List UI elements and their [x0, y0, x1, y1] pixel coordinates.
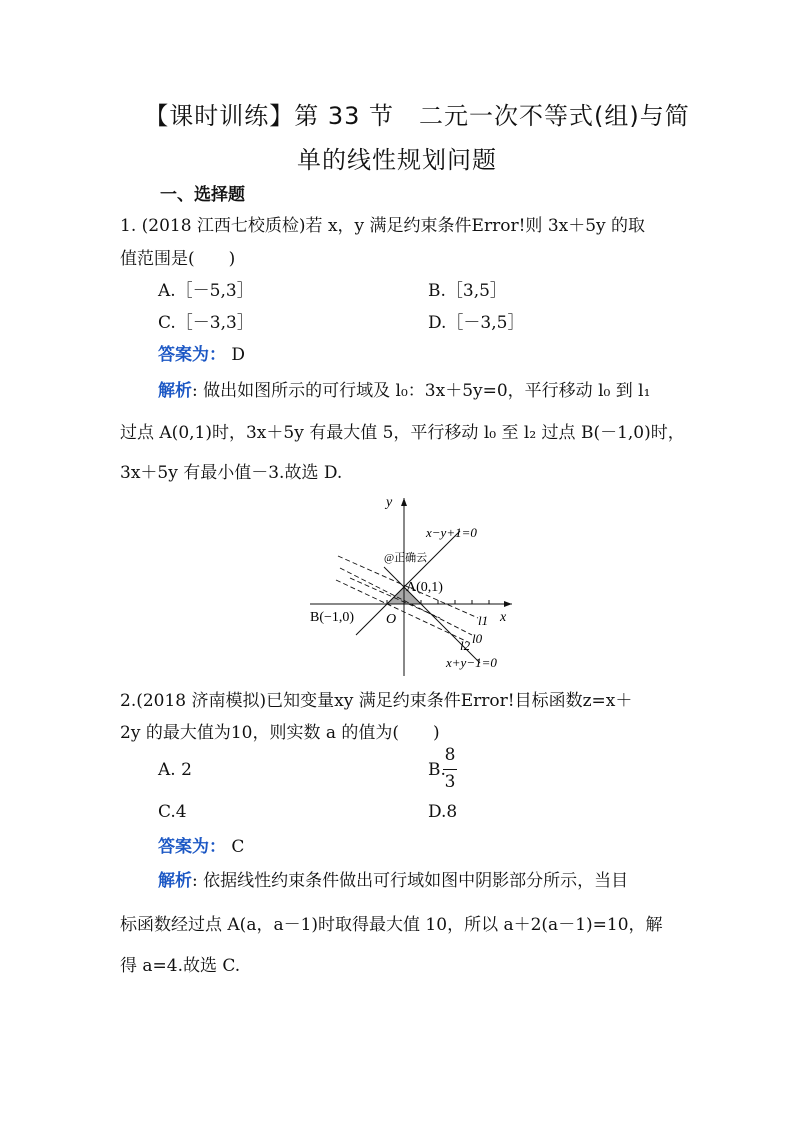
q1-answer-label: 答案为：: [158, 345, 226, 365]
q2-stem-line-1: 2.(2018 济南模拟)已知变量xy 满足约束条件Error!目标函数z=x＋: [120, 691, 633, 711]
q2-analysis-line-1: [158, 866, 628, 891]
q2-answer-row: [158, 832, 244, 857]
q1-answer-row: [158, 340, 245, 365]
axis-label-x: x: [500, 610, 507, 625]
q1-option-b: B.［3,5］: [428, 281, 507, 301]
label-l1: l1: [478, 613, 489, 628]
q2-option-b-fraction-bar: [443, 769, 457, 770]
y-axis-arrow: [401, 498, 407, 506]
q2-analysis-line-3: 得 a=4.故选 C.: [120, 956, 241, 976]
q2-analysis-line-2: 标函数经过点 A(a，a－1)时取得最大值 10，所以 a＋2(a－1)=10，解: [120, 915, 663, 935]
q1-stem-line-1: 1. (2018 江西七校质检)若 x，y 满足约束条件Error!则 3x＋5y 的取: [120, 216, 646, 236]
origin-label: O: [386, 612, 397, 627]
q1-stem-line-2: 值范围是( ): [120, 249, 236, 269]
label-l0: l0: [472, 631, 483, 646]
feasible-region-figure: [300, 490, 520, 680]
q2-option-b-prefix: B.: [428, 760, 446, 780]
q2-answer-label: 答案为：: [158, 837, 226, 857]
q1-analysis-line-3: 3x＋5y 有最小值－3.故选 D.: [120, 463, 343, 483]
q2-answer-value: C: [231, 837, 245, 857]
watermark-label: @正确云: [384, 552, 428, 564]
q1-analysis-label: 解析: [158, 381, 192, 401]
line-bottom-label: x+y−1=0: [446, 655, 497, 670]
title-line-2: 单的线性规划问题: [297, 146, 497, 174]
q1-option-c: C.［－3,3］: [158, 313, 254, 333]
q1-analysis-line-2: 过点 A(0,1)时，3x＋5y 有最大值 5，平行移动 l₀ 至 l₂ 过点 B(－1,0)时，: [120, 423, 685, 443]
x-axis-arrow: [504, 601, 512, 607]
label-l2: l2: [460, 638, 471, 653]
q1-answer-value: D: [231, 345, 246, 365]
point-b-label: B(−1,0): [310, 610, 355, 625]
dashed-l0: [340, 568, 472, 635]
q2-option-b-denominator: 3: [444, 772, 456, 792]
title-line-1: 【课时训练】第 33 节 二元一次不等式(组)与简: [144, 102, 690, 130]
q1-analysis-text-1: : 做出如图所示的可行域及 l₀：3x＋5y=0，平行移动 l₀ 到 l₁: [192, 381, 651, 401]
section-heading: 一、选择题: [160, 185, 245, 205]
q2-stem-line-2: 2y 的最大值为10，则实数 a 的值为( ): [120, 723, 440, 743]
q2-analysis-label: 解析: [158, 871, 192, 891]
q2-option-d: D.8: [428, 802, 458, 822]
axis-label-y: y: [386, 495, 393, 510]
q2-analysis-text-1: : 依据线性约束条件做出可行域如图中阴影部分所示，当目: [192, 871, 629, 891]
q1-analysis-line-1: [158, 376, 650, 401]
q2-option-b-numerator: 8: [444, 745, 456, 765]
point-a-label: A(0,1): [406, 580, 443, 595]
line-top-label: x−y+1=0: [426, 525, 477, 540]
q2-option-c: C.4: [158, 802, 187, 822]
q2-option-a: A. 2: [158, 760, 192, 780]
q1-option-d: D.［－3,5］: [428, 313, 525, 333]
q1-option-a: A.［－5,3］: [158, 281, 254, 301]
